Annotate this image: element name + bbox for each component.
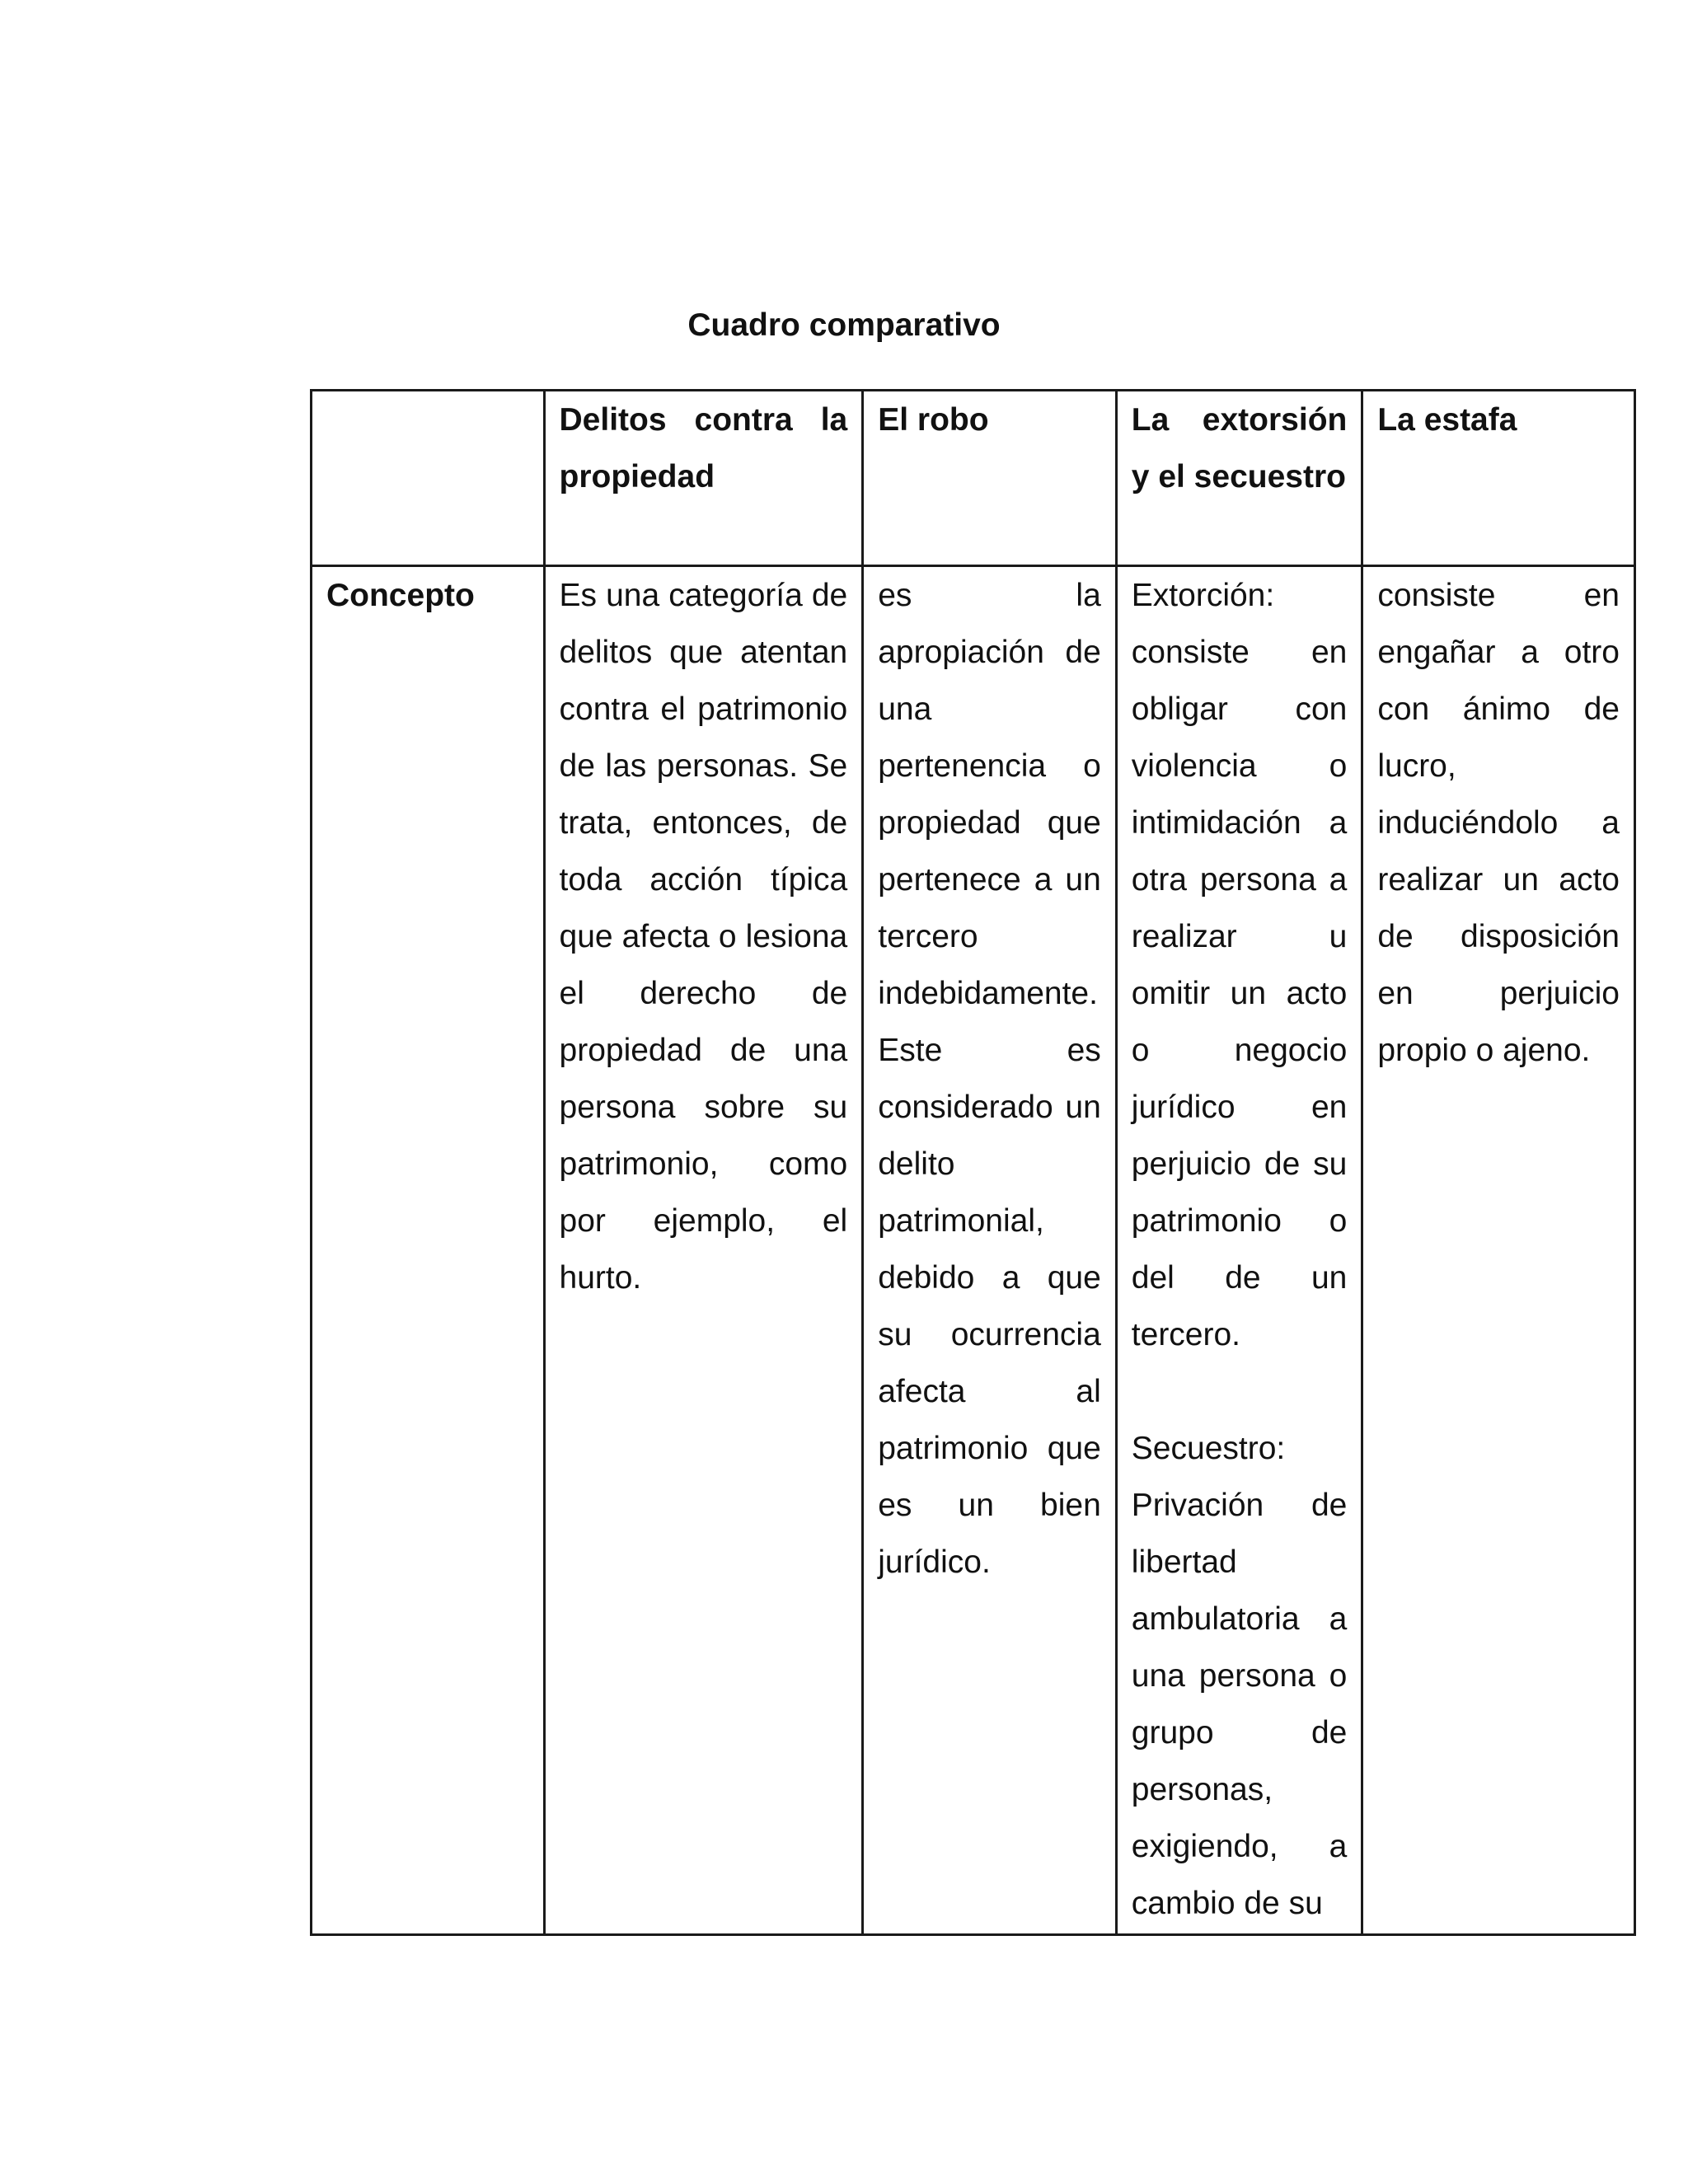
- table-row: [312, 566, 1635, 1935]
- cell-concepto-extorsion-secuestro: [1116, 566, 1362, 1935]
- cell-concepto-delitos-propiedad: [544, 566, 863, 1935]
- page-title: Cuadro comparativo: [687, 307, 1001, 343]
- comparison-table: [310, 389, 1636, 1936]
- cell-text: Extorción: consiste en obligar con violencia o intimidación a otra persona a realizar u omitir un acto o negocio jurídico en perjuicio de su patrimonio o del de un tercero. Secuestro: Privación de libertad ambulatoria a una persona o grupo de personas, exigiendo, a cambio de su: [1131, 578, 1348, 1921]
- table-header-row: [312, 391, 1635, 566]
- header-cell-robo: El robo: [863, 391, 1117, 566]
- header-cell-estafa: La estafa: [1362, 391, 1635, 566]
- cell-concepto-estafa: [1362, 566, 1635, 1935]
- row-label-concepto: Concepto: [312, 566, 545, 1935]
- cell-text: es la apropiación de una pertenencia o propiedad que pertenece a un tercero indebidamente. Este es considerado un delito patrimonial, debido a que su ocurrencia afecta al patrimonio que es un bien jurídico.: [878, 578, 1101, 1580]
- header-cell-delitos-propiedad: Delitos contra la propiedad: [544, 391, 863, 566]
- header-cell-extorsion-secuestro: La extorsión y el secuestro: [1116, 391, 1362, 566]
- cell-concepto-robo: [863, 566, 1117, 1935]
- cell-text: Es una categoría de delitos que atentan contra el patrimonio de las personas. Se trata, entonces, de toda acción típica que afecta o lesiona el derecho de propiedad de una persona sobre su patrimonio, como por ejemplo, el hurto.: [559, 578, 848, 1296]
- cell-text: consiste en engañar a otro con ánimo de lucro, induciéndolo a realizar un acto de disposición en perjuicio propio o ajeno.: [1377, 578, 1620, 1068]
- comparison-table-container: [310, 389, 1636, 1936]
- header-cell-empty: [312, 391, 545, 566]
